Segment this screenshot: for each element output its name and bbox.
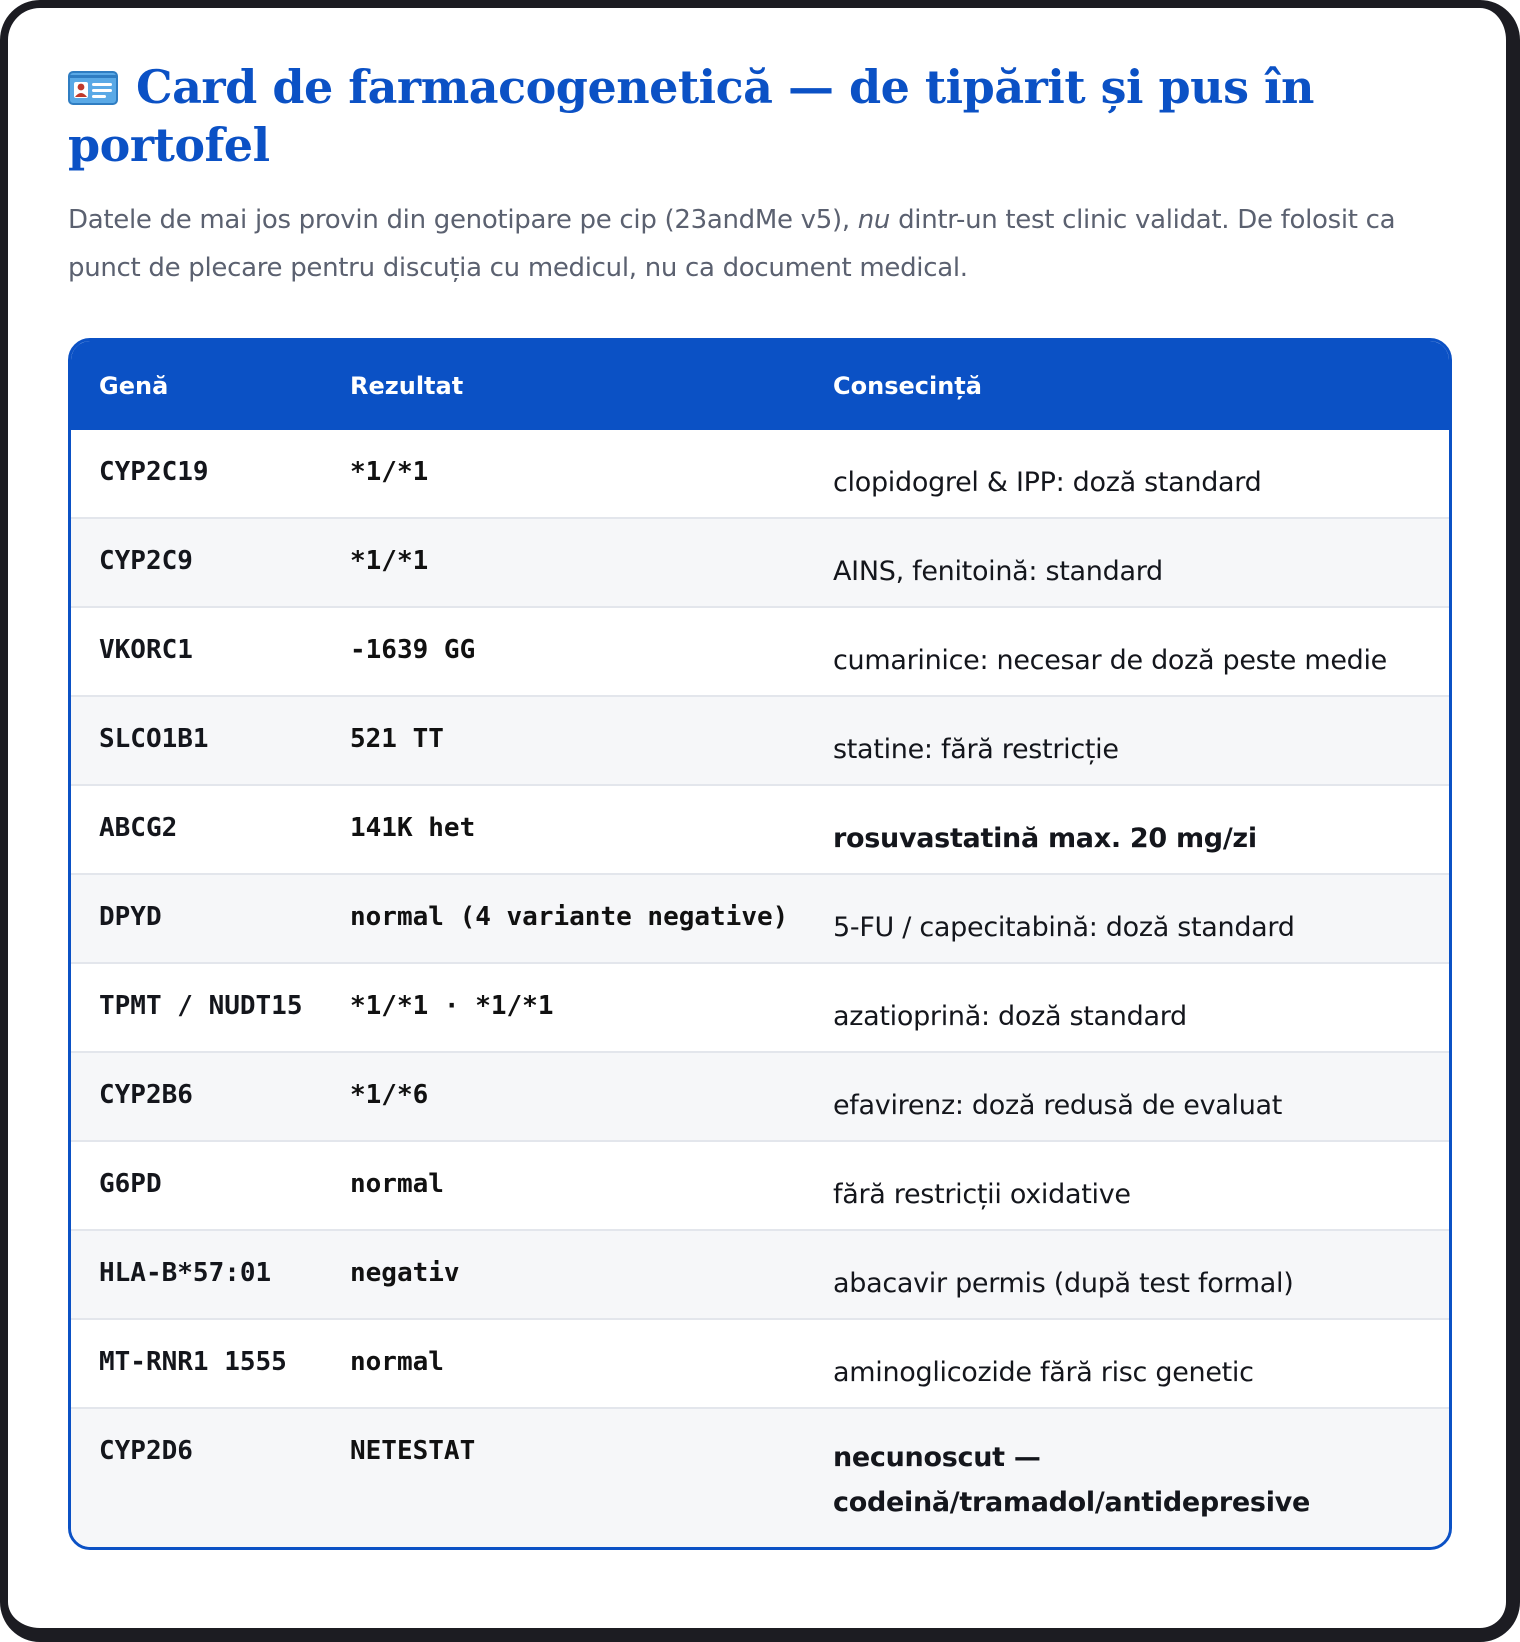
pgx-table-card — [68, 338, 1452, 1550]
result-cell: normal (4 variante negative) — [322, 874, 805, 963]
table-row — [71, 696, 1449, 785]
table-row — [71, 607, 1449, 696]
pgx-table — [71, 341, 1449, 1547]
consequence-cell: 5-FU / capecitabină: doză standard — [805, 874, 1449, 963]
consequence-cell: aminoglicozide fără risc genetic — [805, 1319, 1449, 1408]
consequence-cell: AINS, fenitoină: standard — [805, 518, 1449, 607]
gene-cell: SLCO1B1 — [71, 696, 322, 785]
page-title-text: Card de farmacogenetică — de tipărit și pus în portofel — [68, 60, 1314, 172]
gene-cell: HLA-B*57:01 — [71, 1230, 322, 1319]
gene-cell: MT-RNR1 1555 — [71, 1319, 322, 1408]
consequence-cell: efavirenz: doză redusă de evaluat — [805, 1052, 1449, 1141]
table-header-row — [71, 341, 1449, 430]
consequence-cell: statine: fără restricție — [805, 696, 1449, 785]
intro-text-before: Datele de mai jos provin din genotipare pe cip (23andMe v5), — [68, 205, 858, 235]
result-cell: 521 TT — [322, 696, 805, 785]
result-cell: *1/*1 — [350, 457, 429, 487]
table-row — [71, 1052, 1449, 1141]
intro-emphasis: nu — [857, 205, 891, 235]
gene-cell: CYP2D6 — [71, 1408, 322, 1547]
table-row — [71, 1408, 1449, 1547]
gene-cell: TPMT / NUDT15 — [71, 963, 322, 1052]
result-cell: *1/*1 · *1/*1 — [322, 963, 805, 1052]
intro-text-after: dintr-un test clinic validat. De folosit ca punct de plecare pentru discuția cu medicul, nu ca document medical. — [68, 205, 1396, 283]
table-row — [71, 963, 1449, 1052]
id-card-icon — [68, 71, 118, 105]
consequence-cell: abacavir permis (după test formal) — [805, 1230, 1449, 1319]
gene-cell: CYP2C19 — [99, 457, 209, 487]
column-header-result: Rezultat — [350, 371, 464, 400]
result-cell: NETESTAT — [322, 1408, 805, 1547]
consequence-cell: fără restricții oxidative — [805, 1141, 1449, 1230]
column-header-consequence: Consecință — [833, 371, 982, 400]
gene-cell: CYP2C9 — [71, 518, 322, 607]
consequence-cell: rosuvastatină max. 20 mg/zi — [805, 785, 1449, 874]
result-cell: 141K het — [322, 785, 805, 874]
consequence-cell: clopidogrel & IPP: doză standard — [833, 467, 1262, 498]
gene-cell: ABCG2 — [71, 785, 322, 874]
result-cell: *1/*1 — [322, 518, 805, 607]
consequence-cell: necunoscut — codeină/tramadol/antidepresive — [805, 1408, 1449, 1547]
gene-cell: VKORC1 — [71, 607, 322, 696]
intro-paragraph — [68, 196, 1452, 292]
result-cell: normal — [322, 1319, 805, 1408]
gene-cell: DPYD — [71, 874, 322, 963]
result-cell: negativ — [322, 1230, 805, 1319]
column-header-gene: Genă — [99, 371, 169, 400]
gene-cell: CYP2B6 — [71, 1052, 322, 1141]
table-row — [71, 785, 1449, 874]
consequence-cell: azatioprină: doză standard — [805, 963, 1449, 1052]
table-row — [71, 430, 1449, 518]
page-title — [68, 58, 1452, 174]
result-cell: -1639 GG — [322, 607, 805, 696]
card-content — [68, 58, 1452, 1550]
result-cell: *1/*6 — [322, 1052, 805, 1141]
consequence-cell: cumarinice: necesar de doză peste medie — [805, 607, 1449, 696]
table-row — [71, 1141, 1449, 1230]
table-row — [71, 518, 1449, 607]
table-row — [71, 1319, 1449, 1408]
table-row — [71, 874, 1449, 963]
table-row — [71, 1230, 1449, 1319]
gene-cell: G6PD — [71, 1141, 322, 1230]
result-cell: normal — [322, 1141, 805, 1230]
